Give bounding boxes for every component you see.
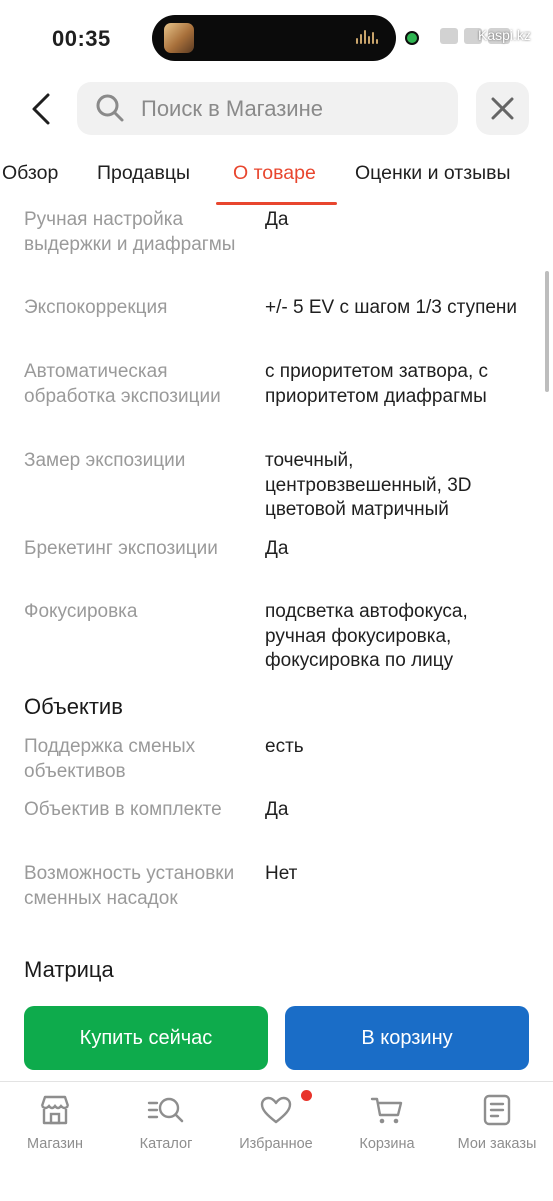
- nav-label: Избранное: [239, 1136, 313, 1152]
- close-icon: [490, 96, 515, 121]
- spec-key: Брекетинг экспозиции: [24, 538, 218, 559]
- status-time: 00:35: [52, 26, 111, 51]
- store-icon: [38, 1094, 72, 1126]
- spec-key: Экспокоррекция: [24, 297, 168, 318]
- tab-about-product[interactable]: О товаре: [233, 162, 316, 184]
- buy-now-button[interactable]: Купить сейчас: [24, 1006, 268, 1070]
- chevron-left-icon: [28, 92, 56, 126]
- active-tab-indicator: [216, 202, 337, 205]
- watermark: Kaspi.kz: [478, 27, 531, 43]
- orders-icon: [480, 1094, 514, 1126]
- clear-search-button[interactable]: [476, 82, 529, 135]
- status-bar: [0, 0, 553, 76]
- spec-value: точечный, центровзвешенный, 3D цветовой матричный: [265, 450, 472, 520]
- nav-item-catalog[interactable]: [111, 1094, 221, 1152]
- nav-label: Мои заказы: [457, 1136, 537, 1152]
- spec-value: Да: [265, 209, 289, 230]
- search-placeholder: Поиск в Магазине: [141, 96, 323, 121]
- spec-key: Поддержка сменых объективов: [24, 736, 196, 782]
- scrollbar[interactable]: [545, 271, 549, 392]
- product-tabs: [0, 150, 553, 206]
- section-heading-matrix: Матрица: [24, 957, 114, 982]
- nav-item-store[interactable]: [0, 1094, 110, 1152]
- camera-indicator-icon: [405, 31, 419, 45]
- spec-value: есть: [265, 736, 304, 757]
- tab-overview[interactable]: Обзор: [2, 162, 59, 184]
- spec-key: Ручная настройка выдержки и диафрагмы: [24, 209, 236, 255]
- spec-value: с приоритетом затвора, с приоритетом диафрагмы: [265, 361, 489, 407]
- tab-sellers[interactable]: Продавцы: [97, 162, 191, 184]
- search-icon: [95, 93, 125, 123]
- section-heading-lens: Объектив: [24, 694, 123, 719]
- catalog-search-icon: [147, 1094, 185, 1126]
- spec-key: Автоматическая обработка экспозиции: [24, 361, 221, 407]
- cart-icon: [370, 1094, 404, 1126]
- spec-value: подсветка автофокуса, ручная фокусировка, фокусировка по лицу: [265, 601, 468, 671]
- spec-value: Да: [265, 799, 289, 820]
- spec-value: Да: [265, 538, 289, 559]
- spec-value: Нет: [265, 863, 298, 884]
- favorites-notification-badge: [301, 1090, 312, 1101]
- heart-icon: [259, 1094, 293, 1126]
- spec-key: Возможность установки сменных насадок: [24, 863, 235, 909]
- bottom-nav: [0, 1081, 553, 1201]
- now-playing-artwork: [164, 23, 194, 53]
- spec-key: Объектив в комплекте: [24, 799, 222, 820]
- nav-label: Каталог: [139, 1136, 193, 1152]
- nav-label: Магазин: [27, 1136, 83, 1152]
- nav-item-orders[interactable]: [442, 1094, 552, 1152]
- nav-item-cart[interactable]: [332, 1094, 442, 1152]
- search-input[interactable]: [77, 82, 458, 135]
- spec-key: Замер экспозиции: [24, 450, 186, 471]
- add-to-cart-button[interactable]: В корзину: [285, 1006, 529, 1070]
- nav-item-favorites[interactable]: [221, 1094, 331, 1152]
- nav-label: Корзина: [359, 1136, 415, 1152]
- spec-key: Фокусировка: [24, 601, 138, 622]
- back-button[interactable]: [28, 92, 56, 126]
- spec-value: +/- 5 EV с шагом 1/3 ступени: [265, 297, 518, 318]
- dynamic-island: [152, 15, 396, 61]
- audio-wave-icon: [356, 28, 382, 48]
- tab-reviews[interactable]: Оценки и отзывы: [355, 162, 511, 184]
